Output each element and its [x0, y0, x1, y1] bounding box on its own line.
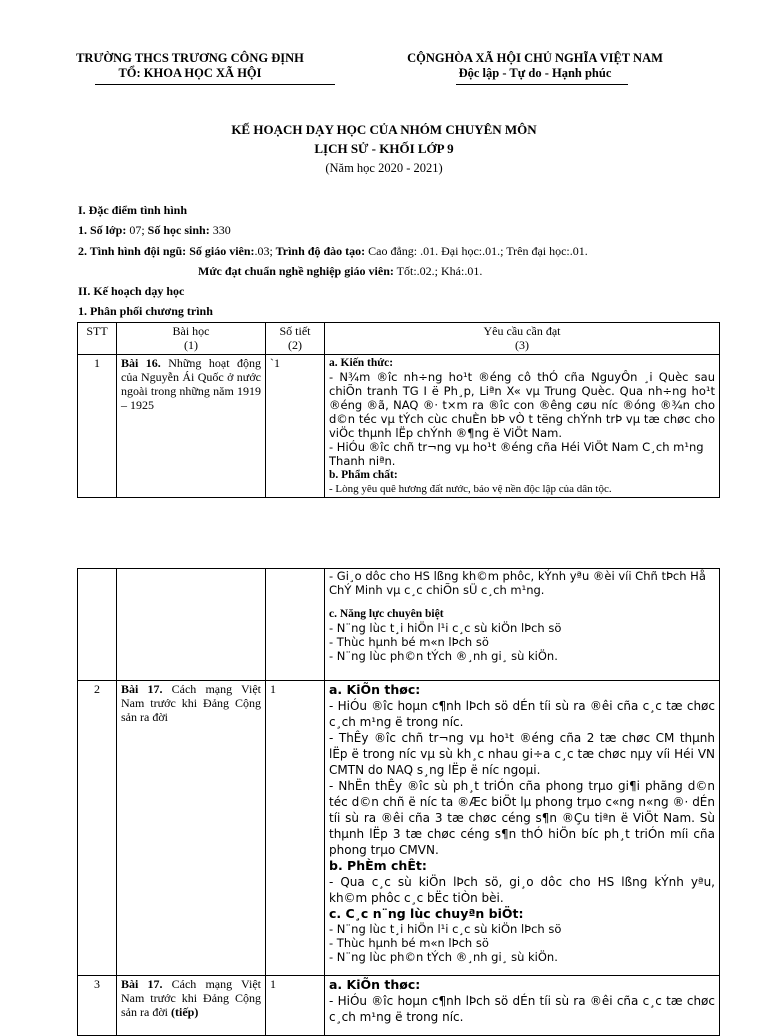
row3-lesson-number: Bài 17.: [121, 977, 163, 991]
nation-name: CỘNGHÒA XÃ HỘI CHỦ NGHĨA VIỆT NAM: [407, 51, 663, 65]
row2-lesson-title: Cách mạng Việt Nam trước khi Đảng Cộng sản ra đời: [121, 682, 261, 724]
row2-skill-1: - N¨ng lùc t¸i hiÖn l¹i c¸c sù kiÖn lÞch sö: [329, 922, 562, 936]
students-label: Số học sinh:: [144, 223, 210, 237]
row3-periods: 1: [266, 976, 325, 1036]
standard-info-line: [198, 264, 482, 279]
row2-skills-heading: c. C¸c n¨ng lùc chuyªn biÖt:: [329, 906, 524, 921]
program-table-continued: [77, 568, 720, 1036]
plan-title: KẾ HOẠCH DẠY HỌC CỦA NHÓM CHUYÊN MÔN: [231, 122, 537, 137]
row3-requirements: [325, 976, 720, 1036]
row2-stt: 2: [78, 681, 117, 976]
row3-knowledge-heading: a. KiÕn thøc:: [329, 977, 421, 992]
cont-periods: [266, 569, 325, 681]
cont-skills-heading: c. Năng lực chuyên biệt: [329, 608, 444, 620]
row2-quality-heading: b. PhÈm chÊt:: [329, 858, 427, 873]
header-periods-num: (2): [288, 338, 302, 352]
row2-skill-2: - Thùc hµnh bé m«n lÞch sö: [329, 936, 489, 950]
row1-lesson-number: Bài 16.: [121, 356, 161, 370]
row3-lesson-title: Cách mạng Việt Nam trước khi Đảng Cộng sản ra đời: [121, 977, 261, 1019]
row2-knowledge-heading: a. KiÕn thøc:: [329, 682, 421, 697]
row1-requirements: [325, 355, 720, 498]
section1-heading: I. Đặc điểm tình hình: [78, 203, 188, 217]
table-row: [78, 569, 720, 681]
cont-requirements: [325, 569, 720, 681]
plan-subtitle: LỊCH SỬ - KHỐI LỚP 9: [314, 141, 454, 156]
section2-subheading: 1. Phân phối chương trình: [78, 304, 213, 318]
students-value: 330: [209, 223, 231, 237]
row2-lesson: [117, 681, 266, 976]
row3-knowledge-1: - HiÓu ®îc hoµn c¶nh lÞch sö dÉn tíi sù ra ®êi cña c¸c tæ chøc c¸ch m¹ng ë trong níc.: [329, 994, 715, 1024]
row1-knowledge-text: - N¾m ®îc nh÷ng ho¹t ®éng cô thÓ cña NguyÔn ¸i Quèc sau chiÕn tranh TG I ë Ph¸p, Liªn X« vµ Trung Quèc. Qua nh÷ng ho¹t ®éng ®ã, NAQ ®· t×m ra ®îc con ®êng cøu níc ®óng ®¾n cho d©n téc vµ tÝch cùc chuÈn bÞ vÒ t tëng chÝnh trÞ vµ tæ chøc cho viÖc thµnh lËp chÝnh ®¶ng ë ViÖt Nam.: [329, 370, 715, 440]
cont-skill-1: - N¨ng lùc t¸i hiÖn l¹i c¸c sù kiÖn lÞch sö: [329, 621, 562, 635]
row2-quality-1: - Qua c¸c sù kiÖn lÞch sö, gi¸o dôc cho HS lßng kÝnh yªu, kh©m phôc c¸c bËc tiÒn bèi.: [329, 875, 715, 905]
classes-value: 07;: [126, 223, 145, 237]
row1-lesson-title: Những hoạt động của Nguyễn Ái Quốc ở nước ngoài trong những năm 1919 – 1925: [121, 356, 261, 412]
row1-knowledge-heading: a. Kiến thức:: [329, 357, 394, 369]
cont-skill-3: - N¨ng lùc ph©n tÝch ®¸nh gi¸ sù kiÖn.: [329, 649, 558, 663]
class-info-line: [78, 223, 231, 238]
classes-label: 1. Số lớp:: [78, 223, 127, 237]
section2-heading: II. Kế hoạch dạy học: [78, 284, 185, 298]
header-lesson: [117, 323, 266, 355]
header-right-rule: [456, 84, 628, 85]
cont-skill-2: - Thùc hµnh bé m«n lÞch sö: [329, 635, 489, 649]
degree-label: Trình độ đào tạo:: [272, 244, 366, 258]
row2-requirements: [325, 681, 720, 976]
staff-label: 2. Tình hình đội ngũ:: [78, 244, 187, 258]
teachers-value: .03;: [254, 244, 273, 258]
header-stt: STT: [78, 323, 117, 355]
row1-knowledge-text2: - HiÓu ®îc chñ tr¬ng vµ ho¹t ®éng cña Héi ViÖt Nam C¸ch m¹ng Thanh niªn.: [329, 440, 704, 468]
header-periods: [266, 323, 325, 355]
header-requirements: [325, 323, 720, 355]
row1-lesson: [117, 355, 266, 498]
row3-lesson-suffix: (tiếp): [171, 1005, 199, 1019]
row1-stt: 1: [78, 355, 117, 498]
row1-quality-text: - Lòng yêu quê hương đất nước, bảo vệ nền độc lập của dân tộc.: [329, 483, 612, 495]
header-periods-label: Số tiết: [279, 324, 311, 338]
school-year: (Năm học 2020 - 2021): [325, 161, 443, 175]
row2-lesson-number: Bài 17.: [121, 682, 163, 696]
table-row: [78, 681, 720, 976]
row2-periods: 1: [266, 681, 325, 976]
cont-stt: [78, 569, 117, 681]
cont-lesson: [117, 569, 266, 681]
staff-info-line: [78, 244, 588, 259]
row1-periods: `1: [266, 355, 325, 498]
degree-value: Cao đẳng: .01. Đại học:.01.; Trên đại học:.01.: [365, 244, 588, 258]
row3-lesson: [117, 976, 266, 1036]
school-name: TRƯỜNG THCS TRƯƠNG CÔNG ĐỊNH: [76, 51, 304, 65]
table-header-row: [78, 323, 720, 355]
table-row: [78, 355, 720, 498]
row1-quality-heading: b. Phẩm chất:: [329, 469, 398, 481]
department-name: TỔ: KHOA HỌC XÃ HỘI: [118, 66, 262, 80]
header-lesson-label: Bài học: [172, 324, 210, 338]
header-req-num: (3): [515, 338, 529, 352]
standard-label: Mức đạt chuẩn nghề nghiệp giáo viên:: [198, 264, 394, 278]
header-left-rule: [95, 84, 335, 85]
row3-stt: 3: [78, 976, 117, 1036]
row2-knowledge-1: - HiÓu ®îc hoµn c¶nh lÞch sö dÉn tíi sù ra ®êi cña c¸c tæ chøc c¸ch m¹ng ë trong níc.: [329, 699, 715, 729]
teachers-label: Số giáo viên:: [186, 244, 255, 258]
header-req-label: Yêu cầu cần đạt: [483, 324, 561, 338]
cont-quality-text: - Gi¸o dôc cho HS lßng kh©m phôc, kÝnh yªu ®èi víi Chñ tÞch Hå ChÝ Minh vµ c¸c chiÕn sÜ c¸ch m¹ng.: [329, 569, 706, 597]
row2-skill-3: - N¨ng lùc ph©n tÝch ®¸nh gi¸ sù kiÖn.: [329, 950, 558, 964]
row2-knowledge-2: - ThÊy ®îc chñ tr¬ng vµ ho¹t ®éng cña 2 tæ chøc CM thµnh lËp ë trong níc vµ sù kh¸c nhau gi÷a c¸c tæ chøc nµy víi Héi VN CMTN do NAQ s¸ng lËp ë níc ngoµi.: [329, 731, 715, 777]
table-row: [78, 976, 720, 1036]
header-lesson-num: (1): [184, 338, 198, 352]
national-motto: Độc lập - Tự do - Hạnh phúc: [458, 66, 612, 80]
row2-knowledge-3: - NhËn thÊy ®îc sù ph¸t triÓn cña phong trµo gi¶i phãng d©n téc d©n chñ ë níc ta ®Æc biÖt lµ phong trµo c«ng n«ng ®· dÉn tíi sù ra ®êi cña 3 tæ chøc céng s¶n ®Çu tiªn ë ViÖt Nam. Sù thµnh lËp 3 tæ chøc céng s¶n thÓ hiÖn bíc ph¸t triÓn míi cña phong trµo CMVN.: [329, 779, 715, 857]
program-table: [77, 322, 720, 498]
standard-value: Tốt:.02.; Khá:.01.: [393, 264, 483, 278]
